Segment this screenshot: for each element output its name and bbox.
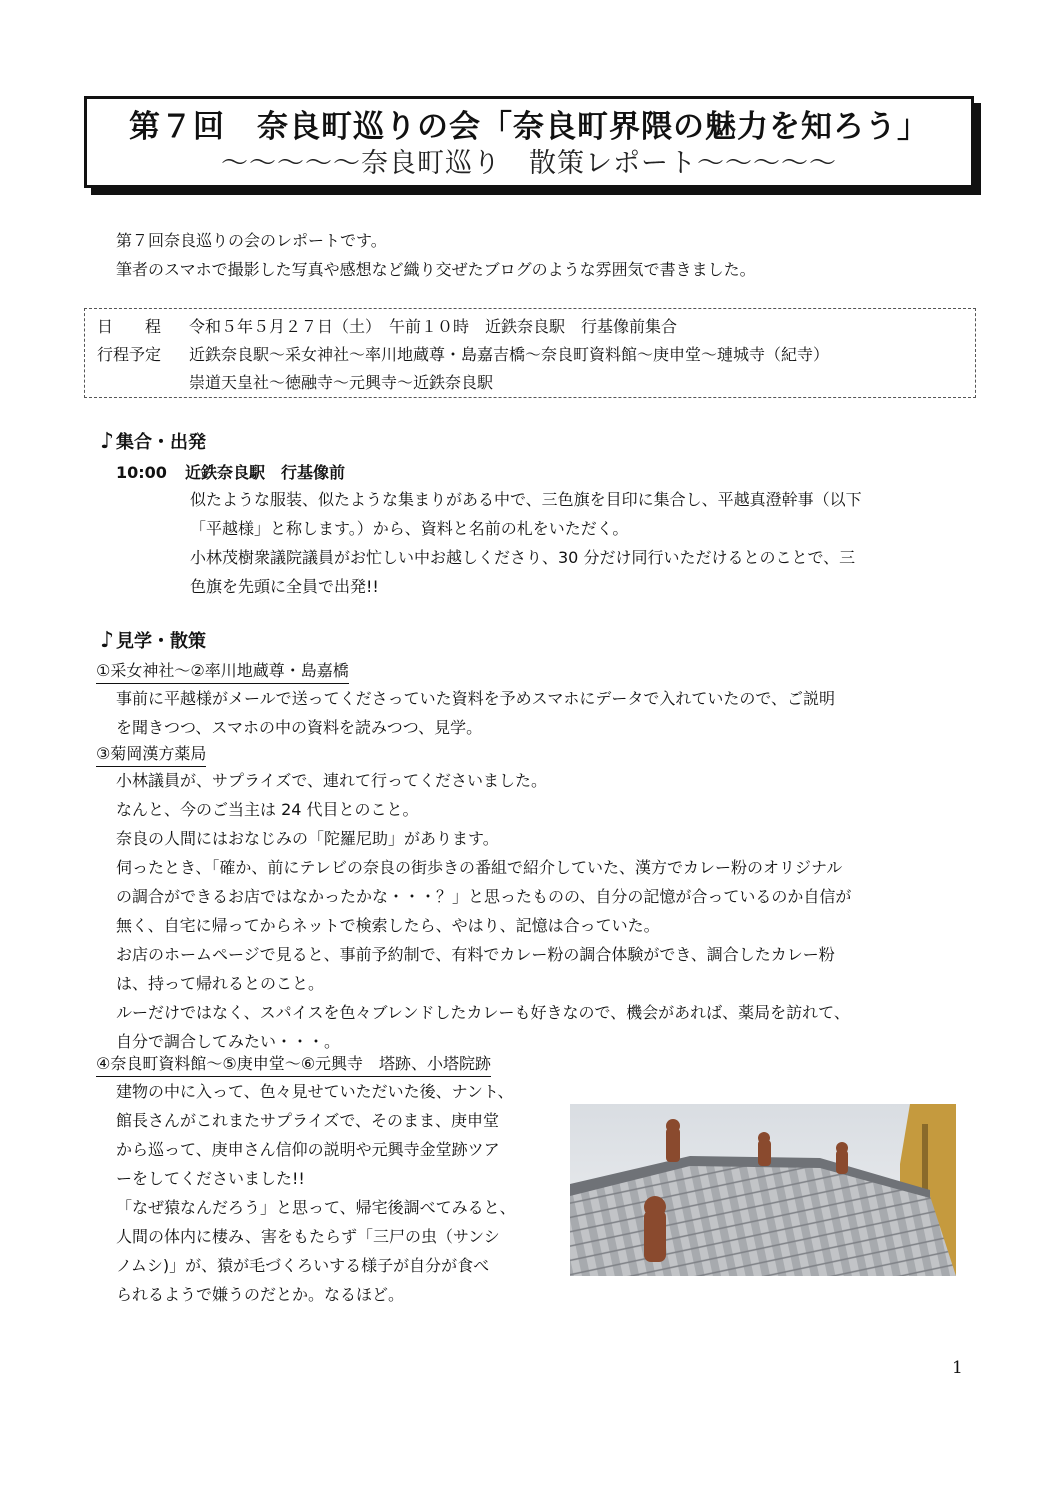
text-line: 事前に平越様がメールで送ってくださっていた資料を予めスマホにデータで入れていたので、ご説明 bbox=[116, 689, 836, 708]
schedule-route-line2: 崇道天皇社～徳融寺～元興寺～近鉄奈良駅 bbox=[189, 373, 494, 392]
text-line: 建物の中に入って、色々見せていただいた後、ナント、 bbox=[116, 1082, 514, 1101]
intro-line: 筆者のスマホで撮影した写真や感想など織り交ぜたブログのような雰囲気で書きました。 bbox=[116, 260, 756, 279]
kikuoka-paragraph bbox=[116, 766, 851, 1056]
title-box bbox=[84, 96, 974, 188]
music-note-icon: ♪ bbox=[100, 429, 115, 454]
schedule-route-line1: 近鉄奈良駅～采女神社～率川地蔵尊・島嘉吉橋～奈良町資料館～庚申堂～璉城寺（紀寺） bbox=[189, 345, 830, 364]
page-subtitle: ～～～～～奈良町巡り 散策レポート～～～～～ bbox=[221, 148, 837, 179]
section-heading-gathering: ♪ 集合・出発 bbox=[100, 429, 207, 454]
text-line: から巡って、庚申さん信仰の説明や元興寺金堂跡ツア bbox=[116, 1140, 500, 1159]
text-line: 小林議員が、サプライズで、連れて行ってくださいました。 bbox=[116, 771, 548, 790]
text-line: ノムシ)」が、猿が毛づくろいする様子が自分が食べ bbox=[116, 1256, 490, 1275]
schedule-date-value: 令和５年５月２７日（土） 午前１０時 近鉄奈良駅 行基像前集合 bbox=[189, 317, 678, 336]
text-line: 人間の体内に棲み、害をもたらず「三尸の虫（サンシ bbox=[116, 1227, 500, 1246]
gathering-time: 10:00 bbox=[116, 463, 167, 482]
page-title: 第７回 奈良町巡りの会「奈良町界隈の魅力を知ろう」 bbox=[129, 109, 929, 145]
music-note-icon: ♪ bbox=[100, 628, 115, 653]
text-line: ーをしてくださいました!! bbox=[116, 1169, 305, 1188]
text-line: 奈良の人間にはおなじみの「陀羅尼助」があります。 bbox=[116, 829, 499, 848]
text-line: られるようで嫌うのだとか。なるほど。 bbox=[116, 1285, 405, 1304]
text-line: 伺ったとき、「確か、前にテレビの奈良の街歩きの番組で紹介していた、漢方でカレー粉のオリジナル bbox=[116, 858, 843, 877]
subheading-uneme-shrine: ①采女神社～②率川地蔵尊・島嘉橋 bbox=[96, 660, 349, 684]
text-line: 「なぜ猿なんだろう」と思って、帰宅後調べてみると、 bbox=[116, 1198, 516, 1217]
text-line: を聞きつつ、スマホの中の資料を読みつつ、見学。 bbox=[116, 718, 483, 737]
text-line: 色旗を先頭に全員で出発!! bbox=[190, 577, 379, 596]
gathering-place: 近鉄奈良駅 行基像前 bbox=[184, 463, 345, 482]
text-line: の調合ができるお店ではなかったかな・・・？」と思ったものの、自分の記憶が合っているのか自信が bbox=[116, 887, 852, 906]
uneme-paragraph bbox=[116, 684, 835, 742]
intro-line: 第７回奈良巡りの会のレポートです。 bbox=[116, 231, 387, 250]
intro-text bbox=[116, 226, 756, 284]
page-number: 1 bbox=[952, 1358, 963, 1378]
text-line: は、持って帰れるとのこと。 bbox=[116, 974, 325, 993]
text-line: 館長さんがこれまたサプライズで、そのまま、庚申堂 bbox=[116, 1111, 500, 1130]
schedule-date-row bbox=[97, 313, 677, 341]
schedule-route-row bbox=[97, 341, 829, 369]
text-line: 自分で調合してみたい・・・。 bbox=[116, 1032, 341, 1051]
schedule-box bbox=[84, 308, 976, 398]
subheading-naramachi-museum: ④奈良町資料館～⑤庚申堂～⑥元興寺 塔跡、小塔院跡 bbox=[96, 1053, 491, 1077]
text-line: なんと、今のご当主は 24 代目とのこと。 bbox=[116, 800, 419, 819]
schedule-date-label: 日 程 bbox=[97, 317, 162, 336]
roof-monkey-photo bbox=[570, 1104, 956, 1276]
subheading-kikuoka-pharmacy: ③菊岡漢方薬局 bbox=[96, 743, 206, 767]
gathering-paragraph bbox=[190, 485, 862, 601]
text-line: 「平越様」と称します。）から、資料と名前の札をいただく。 bbox=[190, 519, 629, 538]
text-line: 無く、自宅に帰ってからネットで検索したら、やはり、記憶は合っていた。 bbox=[116, 916, 660, 935]
text-line: ルーだけではなく、スパイスを色々ブレンドしたカレーも好きなので、機会があれば、薬局を訪れて、 bbox=[116, 1003, 850, 1022]
text-line: お店のホームページで見ると、事前予約制で、有料でカレー粉の調合体験ができ、調合したカレー粉 bbox=[116, 945, 835, 964]
text-line: 似たような服装、似たような集まりがある中で、三色旗を目印に集合し、平越真澄幹事（以下 bbox=[190, 490, 862, 509]
schedule-route-label: 行程予定 bbox=[97, 345, 162, 364]
museum-paragraph bbox=[116, 1077, 516, 1309]
text-line: 小林茂樹衆議院議員がお忙しい中お越しくださり、30 分だけ同行いただけるとのことで、三 bbox=[190, 548, 856, 567]
gathering-time-line bbox=[116, 460, 345, 483]
schedule-route-row2 bbox=[189, 369, 493, 397]
section-heading-tour: ♪ 見学・散策 bbox=[100, 628, 207, 653]
